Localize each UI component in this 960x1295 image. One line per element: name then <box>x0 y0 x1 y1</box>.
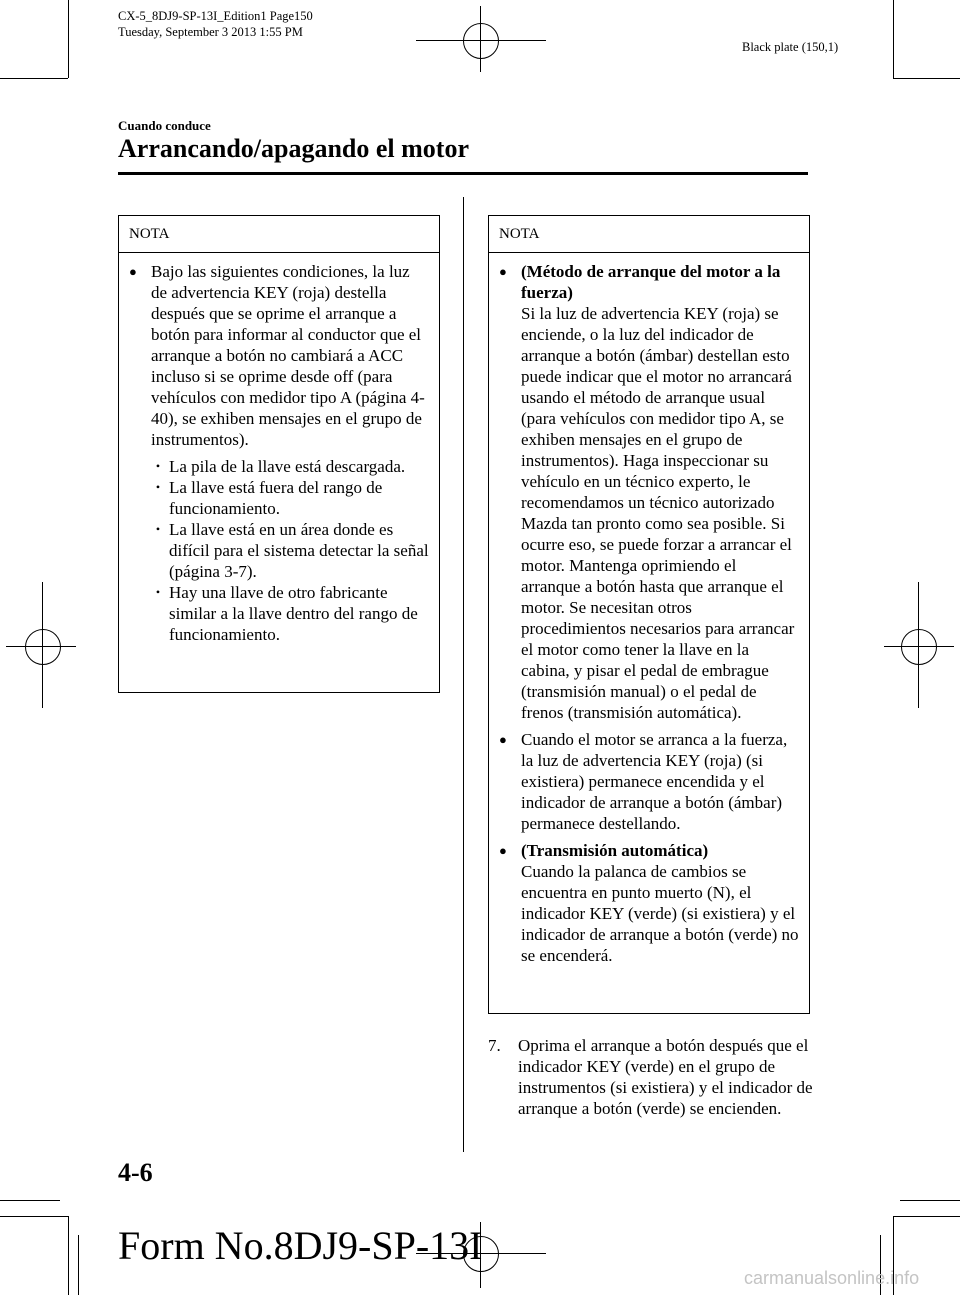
note-heading: NOTA <box>119 216 439 253</box>
note-heading: NOTA <box>489 216 809 253</box>
note-bullet-title: (Transmisión automática) <box>521 841 709 860</box>
list-item: • La llave está en un área donde es difícil para el sistema detectar la señal (página 3-7). <box>147 519 429 582</box>
sub-bullet-icon: • <box>155 459 161 473</box>
form-number: Form No.8DJ9-SP-13I <box>118 1223 483 1268</box>
sub-bullet-icon: • <box>155 480 161 494</box>
list-item: • La llave está fuera del rango de funcionamiento. <box>147 477 429 519</box>
bullet-icon: ● <box>499 264 507 279</box>
note-bullet <box>127 261 429 450</box>
plate-label: Black plate (150,1) <box>742 40 839 54</box>
note-bullet-text: Si la luz de advertencia KEY (roja) se enciende, o la luz del indicador de arranque a botón (ámbar) destellan esto puede indicar que el motor no arrancará usando el método de arranque usual (para vehículos con medidor tipo A, se exhiben mensajes en el grupo de instrumentos). Haga inspeccionar su vehículo en un técnico experto, le recomendamos un técnico autorizado Mazda tan pronto como sea posible. Si ocurre eso, se puede forzar a arrancar el motor. Mantenga oprimiendo el arranque a botón hasta que arranque el motor. Se necesitan otros procedimientos necesarios para arrancar el motor como tener la llave en la cabina, y pisar el pedal de embrague (transmisión manual) o el pedal de frenos (transmisión automática). <box>521 304 795 722</box>
list-item: • La pila de la llave está descargada. <box>147 456 429 477</box>
column-divider <box>463 197 464 1152</box>
title-rule <box>118 172 808 175</box>
bullet-icon: ● <box>499 732 507 747</box>
page-number: 4-6 <box>118 1158 153 1187</box>
note-bullet-text: Bajo las siguientes condiciones, la luz de advertencia KEY (roja) destella después que se oprime el arranque a botón para informar al conductor que el arranque a botón no cambiará a ACC incluso si se oprime desde off (para vehículos con medidor tipo A (página 4-40), se exhiben mensajes en el grupo de instrumentos). <box>151 262 425 449</box>
step-item <box>488 1035 818 1119</box>
left-note-box <box>118 215 440 693</box>
page-title: Arrancando/apagando el motor <box>118 134 469 163</box>
date-line: Tuesday, September 3 2013 1:55 PM <box>118 25 303 39</box>
sub-bullet-icon: • <box>155 522 161 536</box>
note-bullet <box>497 261 799 723</box>
step-text: Oprima el arranque a botón después que el indicador KEY (verde) en el grupo de instrumentos (si existiera) y el indicador de arranque a botón (verde) se encienden. <box>518 1036 813 1118</box>
note-bullet-text: Cuando el motor se arranca a la fuerza, la luz de advertencia KEY (roja) (si existiera) permanece encendida y el indicador de arranque a botón (ámbar) permanece destellando. <box>521 730 788 833</box>
note-bullet-text: Cuando la palanca de cambios se encuentra en punto muerto (N), el indicador KEY (verde) (si existiera) y el indicador de arranque a botón (verde) no se encenderá. <box>521 862 799 965</box>
list-item: • Hay una llave de otro fabricante similar a la llave dentro del rango de funcionamiento. <box>147 582 429 645</box>
note-bullet-title: (Método de arranque del motor a la fuerza) <box>521 262 781 302</box>
bullet-icon: ● <box>499 843 507 858</box>
step-number: 7. <box>488 1036 501 1055</box>
note-bullet <box>497 729 799 834</box>
section-label: Cuando conduce <box>118 118 211 133</box>
watermark: carmanualsonline.info <box>744 1268 920 1288</box>
sub-bullet-icon: • <box>155 585 161 599</box>
bullet-icon: ● <box>129 264 137 279</box>
file-line: CX-5_8DJ9-SP-13I_Edition1 Page150 <box>118 9 313 23</box>
note-bullet <box>497 840 799 966</box>
right-note-box <box>488 215 810 1014</box>
print-job-info <box>118 8 313 40</box>
sub-list <box>127 456 429 645</box>
